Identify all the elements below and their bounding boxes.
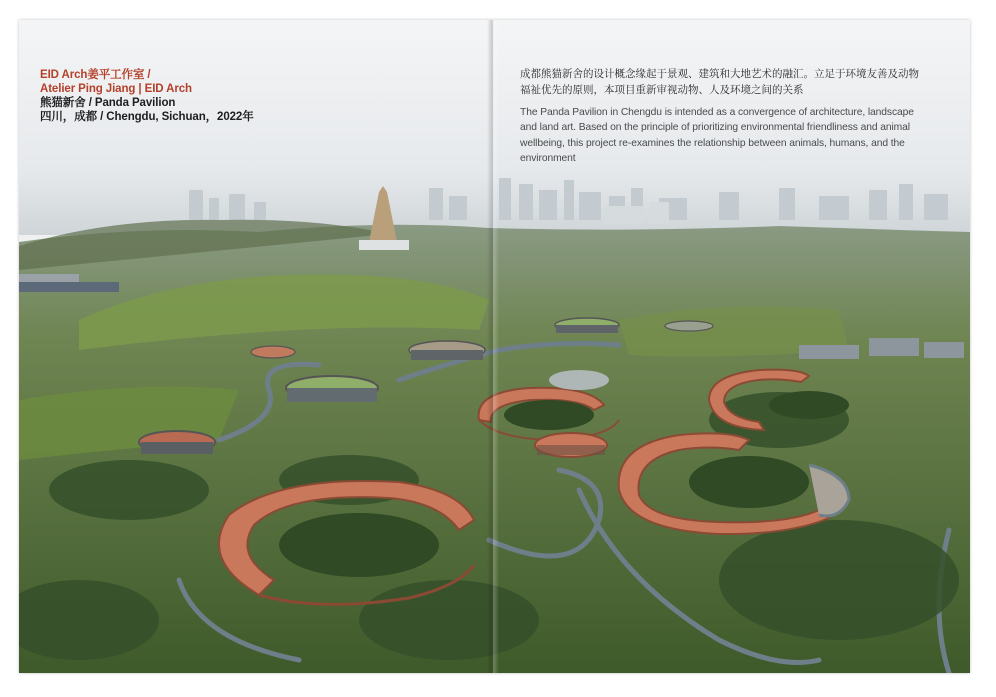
project-location: 四川，成都 / Chengdu, Sichuan，2022年 bbox=[40, 111, 254, 123]
project-credit bbox=[40, 68, 254, 124]
project-name: 熊猫新舍 / Panda Pavilion bbox=[40, 97, 176, 109]
project-description bbox=[520, 66, 920, 166]
architect-cn: EID Arch姜平工作室 / bbox=[40, 69, 151, 81]
magazine-spread bbox=[19, 20, 970, 673]
green-roof-pavilion bbox=[286, 376, 378, 402]
description-cn: 成都熊猫新舍的设计概念缘起于景观、建筑和大地艺术的融汇。立足于环境友善及动物福祉优先的原则，本项目重新审视动物、人及环境之间的关系 bbox=[520, 68, 919, 96]
description-en: The Panda Pavilion in Chengdu is intended as a convergence of architecture, landscape and land art. Based on the principle of prioritizing environmental friendliness and animal wellbeing, this project re-examines the relationship between animals, humans, and the environment bbox=[520, 107, 914, 164]
architect-en: Atelier Ping Jiang | EID Arch bbox=[40, 83, 192, 95]
